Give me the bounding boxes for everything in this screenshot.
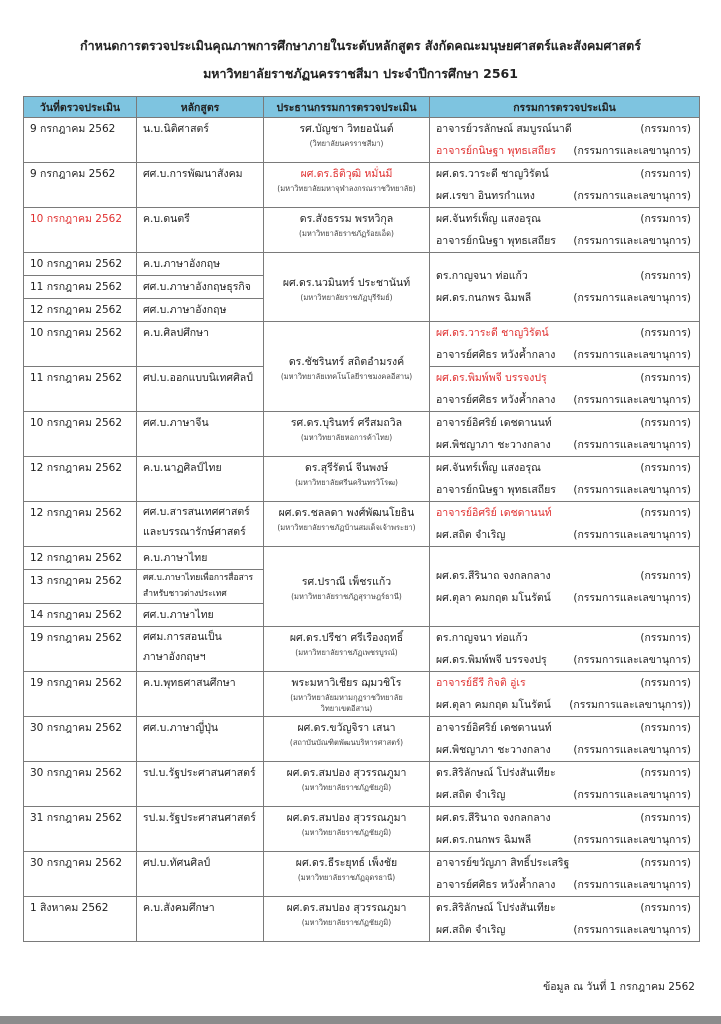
date-cell	[24, 412, 137, 457]
committee-name: ผศ.เรขา อินทรกำแหง	[436, 190, 535, 202]
chair-institution: (มหาวิทยาลัยหอการค้าไทย)	[300, 433, 393, 442]
committee-role: (กรรมการและเลขานุการ)	[573, 744, 691, 756]
table-row	[24, 253, 700, 276]
inspection-date: 12 กรกฎาคม 2562	[30, 507, 123, 519]
committee-role: (กรรมการและเลขานุการ)	[573, 879, 691, 891]
table-row	[24, 852, 700, 897]
committee-role: (กรรมการ)	[640, 327, 691, 339]
committee-name: ผศ.ดร.กนกพร ฉิมพลี	[436, 292, 532, 304]
chair-name: ผศ.ดร.นวมินทร์ ประชานันท์	[282, 276, 411, 289]
committee-name: ผศ.ดร.พิมพ์พจี บรรจงปรุ	[436, 372, 547, 384]
committee-role: (กรรมการ)	[640, 213, 691, 225]
program-cell	[137, 547, 264, 570]
chair-cell	[264, 852, 430, 897]
committee-role: (กรรมการ)	[640, 767, 691, 779]
committee-name: ดร.กาญจนา ท่อแก้ว	[436, 270, 528, 282]
program-name: ศป.บ.ทัศนศิลป์	[143, 857, 211, 869]
chair-name: ดร.ชัชรินทร์ สถิตอำมรงค์	[288, 356, 405, 368]
program-name: ศศ.บ.สารสนเทศศาสตร์	[143, 506, 250, 518]
program-name: ศศ.บ.ภาษาจีน	[143, 417, 209, 429]
committee-cell	[430, 852, 700, 897]
committee-name: อาจารย์ศศิธร หวังค้ำกลาง	[436, 879, 556, 891]
program-cell	[137, 502, 264, 547]
table-body	[24, 118, 700, 942]
committee-name: อาจารย์ขวัญภา สิทธิ์ประเสริฐ	[436, 857, 570, 869]
committee-role: (กรรมการและเลขานุการ)	[573, 190, 691, 202]
committee-cell	[430, 367, 700, 412]
committee-role: (กรรมการและเลขานุการ)	[573, 924, 691, 936]
chair-name: ผศ.ดร.สมปอง สุวรรณภูมา	[286, 812, 407, 824]
committee-cell	[430, 208, 700, 253]
chair-name: รศ.ปราณี เพ็ชรแก้ว	[301, 576, 392, 588]
chair-name: ผศ.ดร.ธิติวุฒิ หมั่นมี	[300, 168, 393, 180]
committee-cell	[430, 253, 700, 322]
committee-cell	[430, 502, 700, 547]
committee-name: ผศ.พิชญาภา ชะวางกลาง	[436, 744, 551, 756]
chair-name: ผศ.ดร.ธีระยุทธ์ เพ็งชัย	[295, 857, 398, 869]
chair-cell	[264, 502, 430, 547]
program-cell	[137, 627, 264, 672]
committee-role: (กรรมการและเลขานุการ)	[573, 591, 691, 604]
chair-institution: วิทยาเขตอีสาน)	[320, 704, 373, 713]
inspection-date: 13 กรกฎาคม 2562	[30, 575, 123, 587]
committee-member	[430, 230, 699, 252]
committee-name: อาจารย์กนิษฐา พุทธเสถียร	[436, 145, 556, 157]
committee-name: อาจารย์กนิษฐา พุทธเสถียร	[436, 484, 556, 496]
document-subtitle: มหาวิทยาลัยราชภัฏนครราชสีมา ประจำปีการศึกษา 2561	[203, 66, 518, 81]
committee-member	[430, 502, 699, 524]
committee-name: อาจารย์วรลักษณ์ สมบูรณ์นาดี	[436, 123, 572, 135]
table-row	[24, 457, 700, 502]
chair-institution: (มหาวิทยาลัยราชภัฏบ้านสมเด็จเจ้าพระยา)	[277, 523, 416, 532]
committee-role: (กรรมการ)	[640, 569, 691, 582]
committee-role: (กรรมการและเลขานุการ)	[573, 834, 691, 846]
table-row	[24, 208, 700, 253]
committee-name: อาจารย์ศศิธร หวังค้ำกลาง	[436, 394, 556, 406]
program-name: ค.บ.ภาษาไทย	[143, 552, 208, 564]
program-name: และบรรณารักษ์ศาสตร์	[143, 526, 246, 538]
program-cell	[137, 208, 264, 253]
program-cell	[137, 570, 264, 604]
committee-member	[430, 807, 699, 829]
date-cell	[24, 118, 137, 163]
committee-name: ผศ.สถิต จำเริญ	[436, 924, 506, 936]
committee-member	[430, 829, 699, 851]
committee-role: (กรรมการ)	[640, 270, 691, 282]
committee-role: (กรรมการและเลขานุการ)	[573, 529, 691, 541]
committee-name: ดร.กาญจนา ท่อแก้ว	[436, 632, 528, 644]
committee-name: ผศ.ดร.พิมพ์พจี บรรจงปรุ	[436, 654, 547, 666]
committee-name: ผศ.สถิต จำเริญ	[436, 529, 506, 541]
committee-role: (กรรมการ)	[640, 722, 691, 734]
date-cell	[24, 457, 137, 502]
chair-cell	[264, 627, 430, 672]
schedule-table	[23, 96, 700, 942]
committee-role: (กรรมการ)	[640, 462, 691, 474]
chair-cell	[264, 807, 430, 852]
table-row	[24, 672, 700, 717]
chair-institution: (มหาวิทยาลัยราชภัฏร้อยเอ็ด)	[299, 229, 394, 238]
committee-cell	[430, 897, 700, 942]
chair-name: พระมหาวิเชียร ฌฺมวชิโร	[291, 677, 402, 689]
inspection-date: 10 กรกฎาคม 2562	[30, 327, 123, 339]
committee-member	[430, 412, 699, 434]
committee-role: (กรรมการและเลขานุการ)	[573, 789, 691, 801]
chair-institution: (วิทยาลัยนครราชสีมา)	[309, 139, 384, 148]
program-name: สำหรับชาวต่างประเทศ	[143, 589, 227, 599]
committee-name: อาจารย์อิศริย์ เดชดานนท์	[436, 417, 552, 429]
chair-institution: (สถาบันบัณฑิตพัฒนบริหารศาสตร์)	[289, 738, 404, 747]
committee-role: (กรรมการ)	[640, 168, 691, 180]
chair-institution: (มหาวิทยาลัยราชภัฏอุดรธานี)	[297, 873, 396, 882]
committee-member	[430, 118, 699, 140]
committee-name: อาจารย์อิศริย์ เดชดานนท์	[436, 722, 552, 734]
inspection-date: 14 กรกฎาคม 2562	[30, 609, 123, 621]
chair-cell	[264, 547, 430, 627]
inspection-date: 30 กรกฎาคม 2562	[30, 722, 123, 734]
chair-cell	[264, 457, 430, 502]
header-date: วันที่ตรวจประเมิน	[24, 97, 137, 118]
date-cell	[24, 570, 137, 604]
program-name: ศศม.การสอนเป็น	[143, 631, 222, 643]
header-committee: กรรมการตรวจประเมิน	[430, 97, 700, 118]
program-cell	[137, 717, 264, 762]
date-cell	[24, 717, 137, 762]
committee-role: (กรรมการ)	[640, 123, 691, 135]
chair-cell	[264, 762, 430, 807]
chair-institution: (มหาวิทยาลัยราชภัฏชัยภูมิ)	[301, 918, 392, 927]
committee-member	[430, 627, 699, 649]
inspection-date: 10 กรกฎาคม 2562	[30, 258, 123, 270]
committee-member	[430, 479, 699, 501]
committee-name: อาจารย์กนิษฐา พุทธเสถียร	[436, 235, 556, 247]
committee-member	[430, 852, 699, 874]
program-name: ค.บ.นาฏศิลป์ไทย	[143, 462, 222, 474]
committee-cell	[430, 717, 700, 762]
inspection-date: 11 กรกฎาคม 2562	[30, 372, 123, 384]
date-cell	[24, 163, 137, 208]
date-cell	[24, 672, 137, 717]
program-name: รป.บ.รัฐประศาสนศาสตร์	[143, 767, 256, 779]
table-header-row	[24, 97, 700, 118]
committee-member	[430, 140, 699, 162]
date-cell	[24, 322, 137, 367]
chair-cell	[264, 163, 430, 208]
document-title: กำหนดการตรวจประเมินคุณภาพการศึกษาภายในระดับหลักสูตร สังกัดคณะมนุษยศาสตร์และสังคมศาสตร์	[80, 38, 641, 53]
committee-member	[430, 587, 699, 609]
chair-cell	[264, 412, 430, 457]
committee-cell	[430, 807, 700, 852]
committee-role: (กรรมการและเลขานุการ))	[569, 699, 691, 711]
chair-cell	[264, 717, 430, 762]
program-cell	[137, 672, 264, 717]
committee-member	[430, 265, 699, 287]
committee-member	[430, 322, 699, 344]
program-cell	[137, 412, 264, 457]
chair-name: ผศ.ดร.ปรีชา ศรีเรืองฤทธิ์	[289, 632, 404, 644]
committee-name: อาจารย์อิศริย์ เดชดานนท์	[436, 507, 552, 519]
date-cell	[24, 299, 137, 322]
committee-cell	[430, 547, 700, 627]
committee-member	[430, 784, 699, 806]
committee-member	[430, 897, 699, 919]
chair-name: ดร.สุรีรัตน์ จีนพงษ์	[304, 462, 389, 474]
committee-role: (กรรมการ)	[640, 677, 691, 689]
committee-name: ผศ.จันทร์เพ็ญ แสงอรุณ	[436, 462, 541, 474]
committee-member	[430, 163, 699, 185]
table-row	[24, 547, 700, 570]
committee-name: ผศ.ดร.วาระดี ชาญวิรัตน์	[436, 327, 549, 339]
date-cell	[24, 367, 137, 412]
program-cell	[137, 367, 264, 412]
chair-name: รศ.บัญชา วิทยอนันต์	[299, 123, 394, 135]
committee-role: (กรรมการและเลขานุการ)	[573, 145, 691, 157]
committee-name: อาจารย์ศศิธร หวังค้ำกลาง	[436, 349, 556, 361]
committee-member	[430, 672, 699, 694]
committee-name: ผศ.จันทร์เพ็ญ แสงอรุณ	[436, 213, 541, 225]
committee-role: (กรรมการและเลขานุการ)	[573, 439, 691, 451]
table-row	[24, 627, 700, 672]
committee-member	[430, 434, 699, 456]
program-cell	[137, 762, 264, 807]
committee-name: ดร.สิริลักษณ์ โปร่งสันเทียะ	[436, 902, 556, 914]
committee-cell	[430, 163, 700, 208]
program-name: ค.บ.สังคมศึกษา	[143, 902, 215, 914]
inspection-date: 11 กรกฎาคม 2562	[30, 281, 123, 293]
inspection-date: 31 กรกฎาคม 2562	[30, 812, 123, 824]
committee-name: ผศ.ตุลา คมกฤต มโนรัตน์	[436, 591, 551, 604]
chair-cell	[264, 322, 430, 412]
committee-name: ผศ.ดร.สีรินาถ จงกลกลาง	[436, 569, 551, 582]
data-as-of-note: ข้อมูล ณ วันที่ 1 กรกฎาคม 2562	[543, 981, 695, 993]
date-cell	[24, 253, 137, 276]
committee-member	[430, 389, 699, 411]
committee-name: ผศ.ตุลา คมกฤต มโนรัตน์	[436, 699, 551, 711]
program-cell	[137, 276, 264, 299]
program-name: น.บ.นิติศาสตร์	[143, 123, 209, 135]
table-row	[24, 118, 700, 163]
committee-member	[430, 694, 699, 716]
chair-institution: (มหาวิทยาลัยราชภัฏชัยภูมิ)	[301, 828, 392, 837]
program-cell	[137, 118, 264, 163]
program-cell	[137, 807, 264, 852]
committee-name: ผศ.พิชญาภา ชะวางกลาง	[436, 439, 551, 451]
program-name: รป.ม.รัฐประศาสนศาสตร์	[143, 812, 256, 824]
table-row	[24, 163, 700, 208]
chair-institution: (มหาวิทยาลัยราชภัฏเพชรบูรณ์)	[295, 648, 398, 657]
committee-cell	[430, 672, 700, 717]
committee-name: ผศ.สถิต จำเริญ	[436, 789, 506, 801]
chair-cell	[264, 253, 430, 322]
chair-institution: (มหาวิทยาลัยศรีนครินทรวิโรฒ)	[295, 478, 398, 487]
program-cell	[137, 163, 264, 208]
chair-cell	[264, 118, 430, 163]
chair-name: ผศ.ดร.ขวัญจิรา เสนา	[297, 722, 396, 734]
inspection-date: 12 กรกฎาคม 2562	[30, 304, 123, 316]
date-cell	[24, 807, 137, 852]
chair-institution: (มหาวิทยาลัยมหามกุฏราชวิทยาลัย	[290, 693, 403, 702]
table-row	[24, 897, 700, 942]
committee-name: ผศ.ดร.สีรินาถ จงกลกลาง	[436, 812, 551, 824]
program-cell	[137, 457, 264, 502]
inspection-date: 12 กรกฎาคม 2562	[30, 462, 123, 474]
committee-role: (กรรมการและเลขานุการ)	[573, 292, 691, 304]
committee-member	[430, 565, 699, 587]
date-cell	[24, 276, 137, 299]
inspection-date: 30 กรกฎาคม 2562	[30, 857, 123, 869]
table-row	[24, 717, 700, 762]
committee-role: (กรรมการ)	[640, 812, 691, 824]
committee-role: (กรรมการและเลขานุการ)	[573, 235, 691, 247]
committee-cell	[430, 412, 700, 457]
program-name: ค.บ.ศิลปศึกษา	[143, 327, 209, 339]
committee-member	[430, 762, 699, 784]
committee-role: (กรรมการและเลขานุการ)	[573, 394, 691, 406]
chair-name: ผศ.ดร.สมปอง สุวรรณภูมา	[286, 767, 407, 779]
inspection-date: 10 กรกฎาคม 2562	[30, 213, 123, 225]
date-cell	[24, 627, 137, 672]
chair-cell	[264, 897, 430, 942]
table-row	[24, 502, 700, 547]
program-cell	[137, 253, 264, 276]
program-cell	[137, 604, 264, 627]
program-name: ศศ.บ.การพัฒนาสังคม	[143, 168, 243, 180]
committee-member	[430, 874, 699, 896]
chair-name: รศ.ดร.บุรินทร์ ศรีสมถวิล	[290, 417, 403, 429]
committee-role: (กรรมการ)	[640, 902, 691, 914]
chair-name: ผศ.ดร.สมปอง สุวรรณภูมา	[286, 902, 407, 914]
date-cell	[24, 502, 137, 547]
program-name: ศศ.บ.ภาษาอังกฤษธุรกิจ	[143, 281, 251, 293]
program-cell	[137, 299, 264, 322]
program-cell	[137, 897, 264, 942]
committee-member	[430, 208, 699, 230]
header-chair: ประธานกรรมการตรวจประเมิน	[264, 97, 430, 118]
committee-role: (กรรมการ)	[640, 372, 691, 384]
program-cell	[137, 322, 264, 367]
program-name: ศศ.บ.ภาษาอังกฤษ	[143, 304, 227, 316]
committee-member	[430, 367, 699, 389]
committee-cell	[430, 627, 700, 672]
committee-cell	[430, 457, 700, 502]
program-name: ค.บ.ภาษาอังกฤษ	[143, 258, 221, 270]
committee-member	[430, 649, 699, 671]
program-name: ศศ.บ.ภาษาญี่ปุ่น	[143, 722, 219, 734]
committee-name: อาจารย์ธีรี กิจติ อู่เร	[436, 677, 526, 689]
program-cell	[137, 852, 264, 897]
chair-name: ดร.สังธรรม พรหวิกุล	[299, 213, 394, 225]
program-name: ศป.บ.ออกแบบนิเทศศิลป์	[143, 372, 253, 384]
committee-role: (กรรมการ)	[640, 417, 691, 429]
committee-member	[430, 457, 699, 479]
date-cell	[24, 604, 137, 627]
date-cell	[24, 852, 137, 897]
inspection-date: 12 กรกฎาคม 2562	[30, 552, 123, 564]
committee-member	[430, 739, 699, 761]
committee-role: (กรรมการ)	[640, 857, 691, 869]
date-cell	[24, 208, 137, 253]
committee-member	[430, 185, 699, 207]
program-name: ศศ.บ.ภาษาไทยเพื่อการสื่อสาร	[143, 573, 254, 583]
committee-role: (กรรมการ)	[640, 632, 691, 644]
bottom-bar	[0, 1016, 721, 1024]
committee-member	[430, 344, 699, 366]
committee-member	[430, 717, 699, 739]
chair-cell	[264, 208, 430, 253]
table-row	[24, 807, 700, 852]
committee-role: (กรรมการและเลขานุการ)	[573, 349, 691, 361]
inspection-date: 19 กรกฎาคม 2562	[30, 632, 123, 644]
inspection-date: 10 กรกฎาคม 2562	[30, 417, 123, 429]
chair-institution: (มหาวิทยาลัยราชภัฏบุรีรัมย์)	[300, 292, 393, 302]
committee-cell	[430, 322, 700, 367]
committee-member	[430, 287, 699, 309]
inspection-date: 30 กรกฎาคม 2562	[30, 767, 123, 779]
header-program: หลักสูตร	[137, 97, 264, 118]
date-cell	[24, 897, 137, 942]
program-name: ภาษาอังกฤษฯ	[143, 651, 206, 663]
date-cell	[24, 547, 137, 570]
chair-institution: (มหาวิทยาลัยมหาจุฬาลงกรณราชวิทยาลัย)	[277, 184, 416, 193]
table-row	[24, 412, 700, 457]
chair-institution: (มหาวิทยาลัยราชภัฏชัยภูมิ)	[301, 783, 392, 792]
committee-name: ดร.สิริลักษณ์ โปร่งสันเทียะ	[436, 767, 556, 779]
inspection-date: 19 กรกฎาคม 2562	[30, 677, 123, 689]
inspection-date: 1 สิงหาคม 2562	[30, 902, 109, 914]
committee-name: ผศ.ดร.กนกพร ฉิมพลี	[436, 834, 532, 846]
program-name: ศศ.บ.ภาษาไทย	[143, 609, 214, 621]
chair-name: ผศ.ดร.ชลลดา พงศ์พัฒนโยธิน	[278, 507, 415, 519]
program-name: ค.บ.ดนตรี	[143, 213, 190, 225]
committee-cell	[430, 762, 700, 807]
committee-cell	[430, 118, 700, 163]
table-row	[24, 322, 700, 367]
chair-cell	[264, 672, 430, 717]
program-name: ค.บ.พุทธศาสนศึกษา	[143, 677, 236, 689]
committee-member	[430, 524, 699, 546]
table-row	[24, 762, 700, 807]
committee-role: (กรรมการ)	[640, 507, 691, 519]
committee-name: ผศ.ดร.วาระดี ชาญวิรัตน์	[436, 168, 549, 180]
chair-institution: (มหาวิทยาลัยราชภัฏสุราษฎร์ธานี)	[291, 592, 402, 601]
committee-role: (กรรมการและเลขานุการ)	[573, 654, 691, 666]
committee-role: (กรรมการและเลขานุการ)	[573, 484, 691, 496]
inspection-date: 9 กรกฎาคม 2562	[30, 168, 116, 180]
chair-institution: (มหาวิทยาลัยเทคโนโลยีราชมงคลอีสาน)	[280, 372, 413, 381]
inspection-date: 9 กรกฎาคม 2562	[30, 123, 116, 135]
committee-member	[430, 919, 699, 941]
date-cell	[24, 762, 137, 807]
